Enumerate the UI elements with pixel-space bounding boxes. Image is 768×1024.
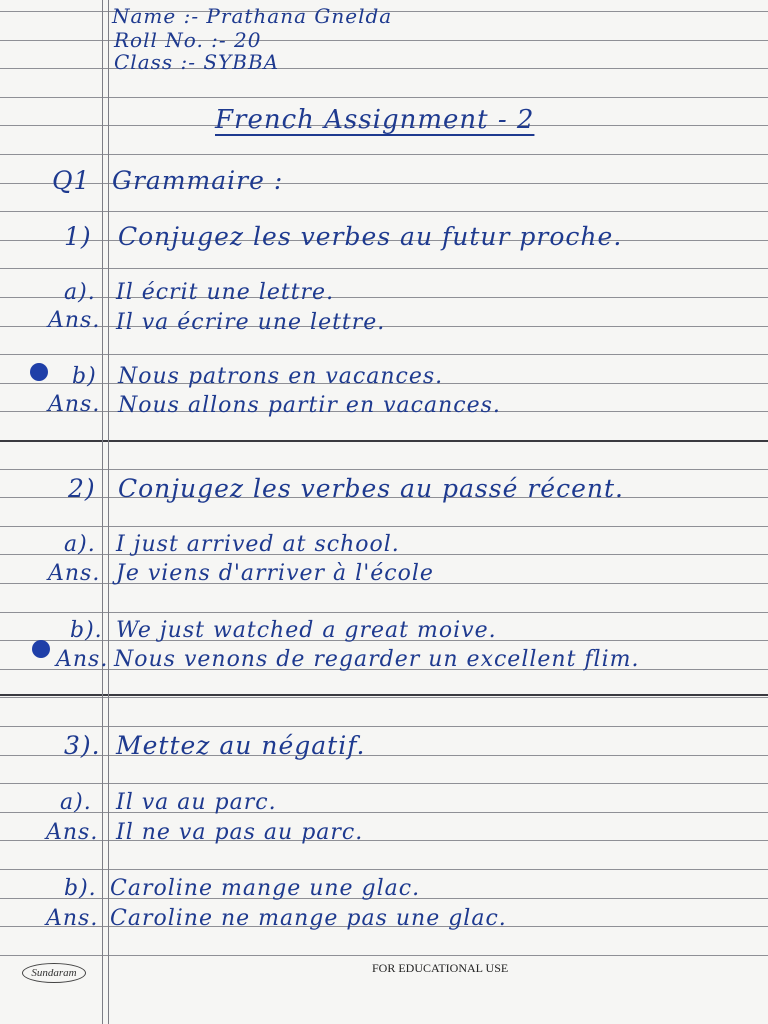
ruled-line <box>0 354 768 355</box>
ruled-line <box>0 469 768 470</box>
item-2a-answer: Je viens d'arriver à l'école <box>116 561 434 586</box>
item-3b-answer: Caroline ne mange pas une glac. <box>110 906 507 931</box>
section-2-instruction: Conjugez les verbes au passé récent. <box>118 474 624 503</box>
item-1b-letter: b) <box>72 364 97 389</box>
item-3a-answer: Il ne va pas au parc. <box>116 820 364 845</box>
section-3-number: 3). <box>64 731 101 760</box>
item-2b-question: We just watched a great moive. <box>116 618 497 643</box>
q1-heading: Grammaire : <box>112 166 284 195</box>
student-name: Name :- Prathana Gnelda <box>112 4 393 28</box>
assignment-title: French Assignment - 2 <box>215 105 535 135</box>
item-2a-ans-label: Ans. <box>48 561 101 586</box>
margin-line-right <box>108 0 109 1024</box>
hole-punch-dot-1 <box>30 363 48 381</box>
ruled-line <box>0 211 768 212</box>
ruled-line <box>0 612 768 613</box>
item-2b-ans-label: Ans. <box>56 647 109 672</box>
margin-line-left <box>102 0 103 1024</box>
item-3a-letter: a). <box>60 790 92 815</box>
ruled-line <box>0 97 768 98</box>
section-1-instruction: Conjugez les verbes au futur proche. <box>118 222 623 251</box>
educational-use-note: FOR EDUCATIONAL USE <box>372 961 509 975</box>
item-3b-ans-label: Ans. <box>46 906 99 931</box>
bottom-rule <box>0 955 768 956</box>
item-1b-question: Nous patrons en vacances. <box>118 364 444 389</box>
section-2-number: 2) <box>68 474 96 503</box>
ruled-line <box>0 726 768 727</box>
ruled-line <box>0 783 768 784</box>
class-line: Class :- SYBBA <box>114 50 280 74</box>
hole-punch-dot-2 <box>32 640 50 658</box>
item-2a-question: I just arrived at school. <box>116 532 400 557</box>
section-3-instruction: Mettez au négatif. <box>116 731 366 760</box>
item-2b-answer: Nous venons de regarder un excellent flim. <box>114 647 640 672</box>
item-2a-letter: a). <box>64 532 96 557</box>
item-1a-ans-label: Ans. <box>48 308 101 333</box>
section-divider <box>0 694 768 696</box>
ruled-line <box>0 697 768 698</box>
item-3a-ans-label: Ans. <box>46 820 99 845</box>
item-3b-letter: b). <box>64 876 97 901</box>
q1-label: Q1 <box>52 166 91 195</box>
ruled-line <box>0 869 768 870</box>
item-1b-ans-label: Ans. <box>48 392 101 417</box>
item-1a-letter: a). <box>64 280 96 305</box>
ruled-line <box>0 154 768 155</box>
item-3a-question: Il va au parc. <box>116 790 277 815</box>
section-divider <box>0 440 768 442</box>
item-3b-question: Caroline mange une glac. <box>110 876 421 901</box>
item-1a-answer: Il va écrire une lettre. <box>116 310 386 335</box>
item-2b-letter: b). <box>70 618 103 643</box>
section-1-number: 1) <box>64 222 92 251</box>
item-1b-answer: Nous allons partir en vacances. <box>118 393 501 418</box>
ruled-line <box>0 526 768 527</box>
sundaram-logo: Sundaram <box>22 963 86 983</box>
roll-number: Roll No. :- 20 <box>114 28 262 52</box>
item-1a-question: Il écrit une lettre. <box>116 280 335 305</box>
ruled-line <box>0 268 768 269</box>
